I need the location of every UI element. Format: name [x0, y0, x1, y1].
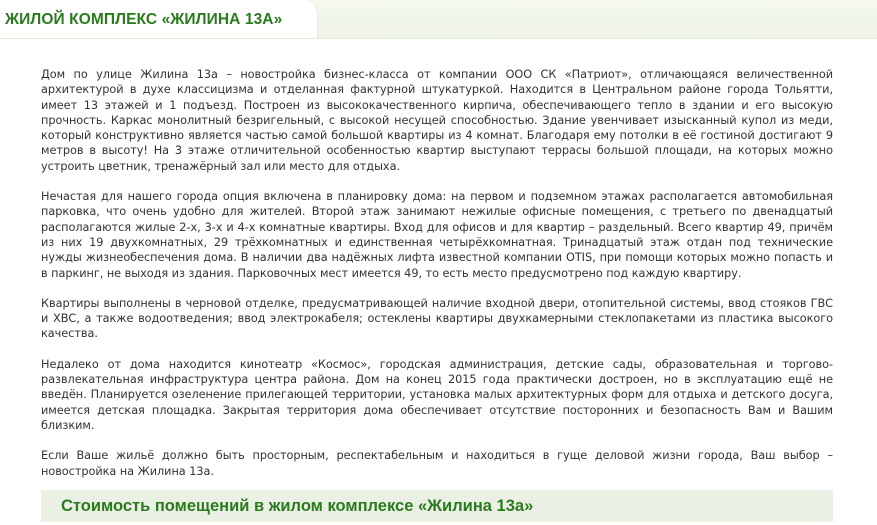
paragraph-infrastructure: Недалеко от дома находится кинотеатр «Космос», городская администрация, детские сады, образовательная и торгово-развлекательная инфраструктура центра района. Дом на конец 2015 года практически достроен, но в эксплуатацию ещё не введён. Планируется озеленение прилегающей территории, установка малых архитектурных форм для отдыха и детского досуга, имеется детская площадка. Закрытая территория дома обеспечивает отсутствие посторонних и безопасность Вам и Вашим близким.: [41, 357, 833, 432]
paragraph-layout: Нечастая для нашего города опция включена в планировку дома: на первом и подземном этажах располагается автомобильная парковка, что очень удобно для жителей. Второй этаж занимают нежилые офисные помещения, с третьего по двенадцатый располагаются жилые 2-х, 3-х и 4-х комнатные квартиры. Вход для офисов и для квартир – раздельный. Всего квартир 49, причём из них 19 двухкомнатных, 29 трёхкомнатных и единственная четырёхкомнатная. Тринадцатый этаж отдан под технические нужды жизнеобеспечения дома. В наличии два надёжных лифта известной компании OTIS, при помощи которых можно попасть и в паркинг, не выходя из здания. Парковочных мест имеется 49, то есть место предусмотрено под каждую квартиру.: [41, 190, 833, 280]
section-title: Стоимость помещений в жилом комплексе «Жилина 13а»: [61, 497, 534, 515]
section-heading-box: [41, 490, 833, 522]
article-content: [41, 67, 833, 494]
header-bar: [0, 0, 877, 39]
header-tab: [0, 0, 318, 38]
paragraph-description: Дом по улице Жилина 13а – новостройка бизнес-класса от компании ООО СК «Патриот», отличающаяся величественной архитектурой в духе классицизма и отделанная фактурной штукатуркой. Находится в Центральном районе города Тольятти, имеет 13 этажей и 1 подъезд. Построен из высококачественного кирпича, обеспечивающего тепло в здании и его высокую прочность. Каркас монолитный безригельный, с высокой несущей способностью. Здание увенчивает изысканный купол из меди, который конструктивно является частью самой большой квартиры из 4 комнат. Благодаря ему потолки в её гостиной достигают 9 метров в высоту! На 3 этаже отличительной особенностью квартир выступают террасы большой площади, на которых можно устроить цветник, тренажёрный зал или место для отдыха.: [41, 68, 833, 173]
paragraph-conclusion: Если Ваше жильё должно быть просторным, респектабельным и находиться в гуще деловой жизни города, Ваш выбор – новостройка на Жилина 13а.: [41, 449, 833, 478]
page-title: ЖИЛОЙ КОМПЛЕКС «ЖИЛИНА 13А»: [5, 11, 283, 28]
paragraph-finishing: Квартиры выполнены в черновой отделке, предусматривающей наличие входной двери, отопительной системы, ввод стояков ГВС и ХВС, а также водоотведения; ввод электрокабеля; остеклены квартиры двухкамерными стеклопакетами из пластика высокого качества.: [41, 296, 833, 341]
